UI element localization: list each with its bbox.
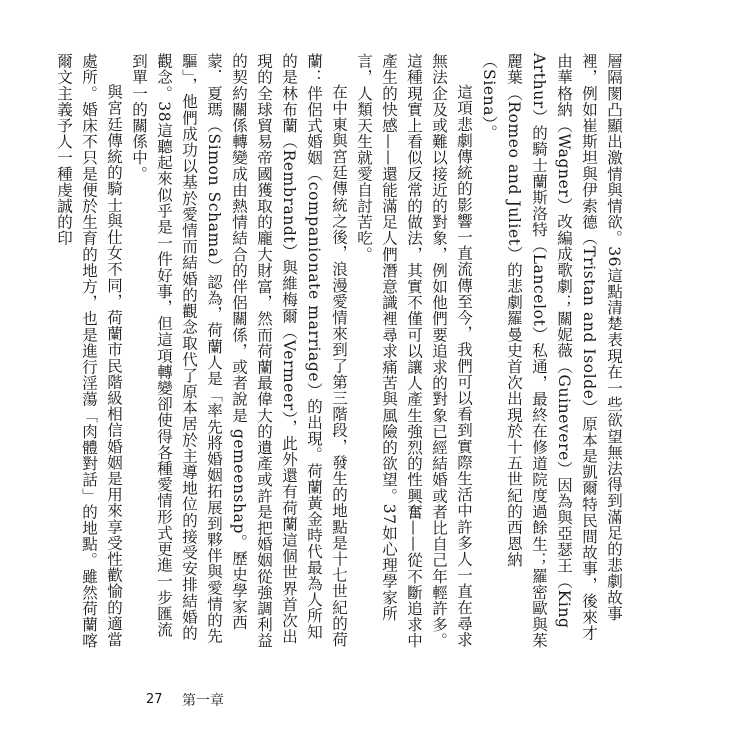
chapter-label: 第一章 [182, 693, 224, 709]
paragraph-2: 這項悲劇傳統的影響一直流傳至今，我們可以看到實際生活中許多人一直在尋求無法企及或難以接近的對象，例如他們要追求的對象已經結婚或者比自己年輕許多。這種現實上看似反常的做法，其實不僅可以讓人產生強烈的性興奮——從不斷追求中產生的快感——還能滿足人們潛意識裡尋求痛苦與風險的欲望。37如心理學家所言，人類天生就愛自討苦吃。 [355, 53, 473, 649]
paragraph-1: 層隔閡凸顯出激情與情欲。36這點清楚表現在一些欲望無法得到滿足的悲劇故事裡，例如崔斯坦與伊索德（Tristan and Isolde）原本是凱爾特民間故事，後來才由華格納（Wagner）改編成歌劇；關妮薇（Guinevere）因為與亞瑟王（King Arthur）的騎士蘭斯洛特（Lancelot）私通，最終在修道院度過餘生；羅密歐與茱麗葉（Romeo and Juliet）的悲劇羅曼史首次出現於十五世紀的西恩納（Siena）。 [480, 53, 623, 649]
paragraph-3: 在中東與宮廷傳統之後，浪漫愛情來到了第三階段，發生的地點是十七世紀的荷蘭：伴侶式婚姻（companionate marriage）的出現。荷蘭黃金時代最為人所知的是林布蘭（Rembrandt）與維梅爾（Vermeer），此外還有荷蘭這個世界首次出現的全球貿易帝國獲取的龐大財富，然而荷蘭最偉大的遺產或許是把婚姻從強調利益的契約關係轉變成由熱情結合的伴侶關係，或者說是 gemeenshap。歷史學家西蒙．夏瑪（Simon Schama）認為，荷蘭人是「率先將婚姻拓展到夥伴與愛情的先驅」，他們成功以基於愛情而結婚的觀念取代了原本居於主導地位的接受安排結婚的觀念。38這聽起來似乎是一件好事，但這項轉變卻使得各種愛情形式更進一步匯流到單一的關係中。 [130, 53, 348, 649]
body-text [55, 53, 626, 653]
page-number: 27 [146, 692, 163, 707]
paragraph-4: 與宮廷傳統的騎士與仕女不同，荷蘭市民階級相信婚姻是用來享受性歡愉的適當處所。婚床不只是便於生育的地方，也是進行淫蕩「肉體對話」的地點。雖然荷蘭喀爾文主義予人一種虔誠的印 [55, 53, 123, 649]
